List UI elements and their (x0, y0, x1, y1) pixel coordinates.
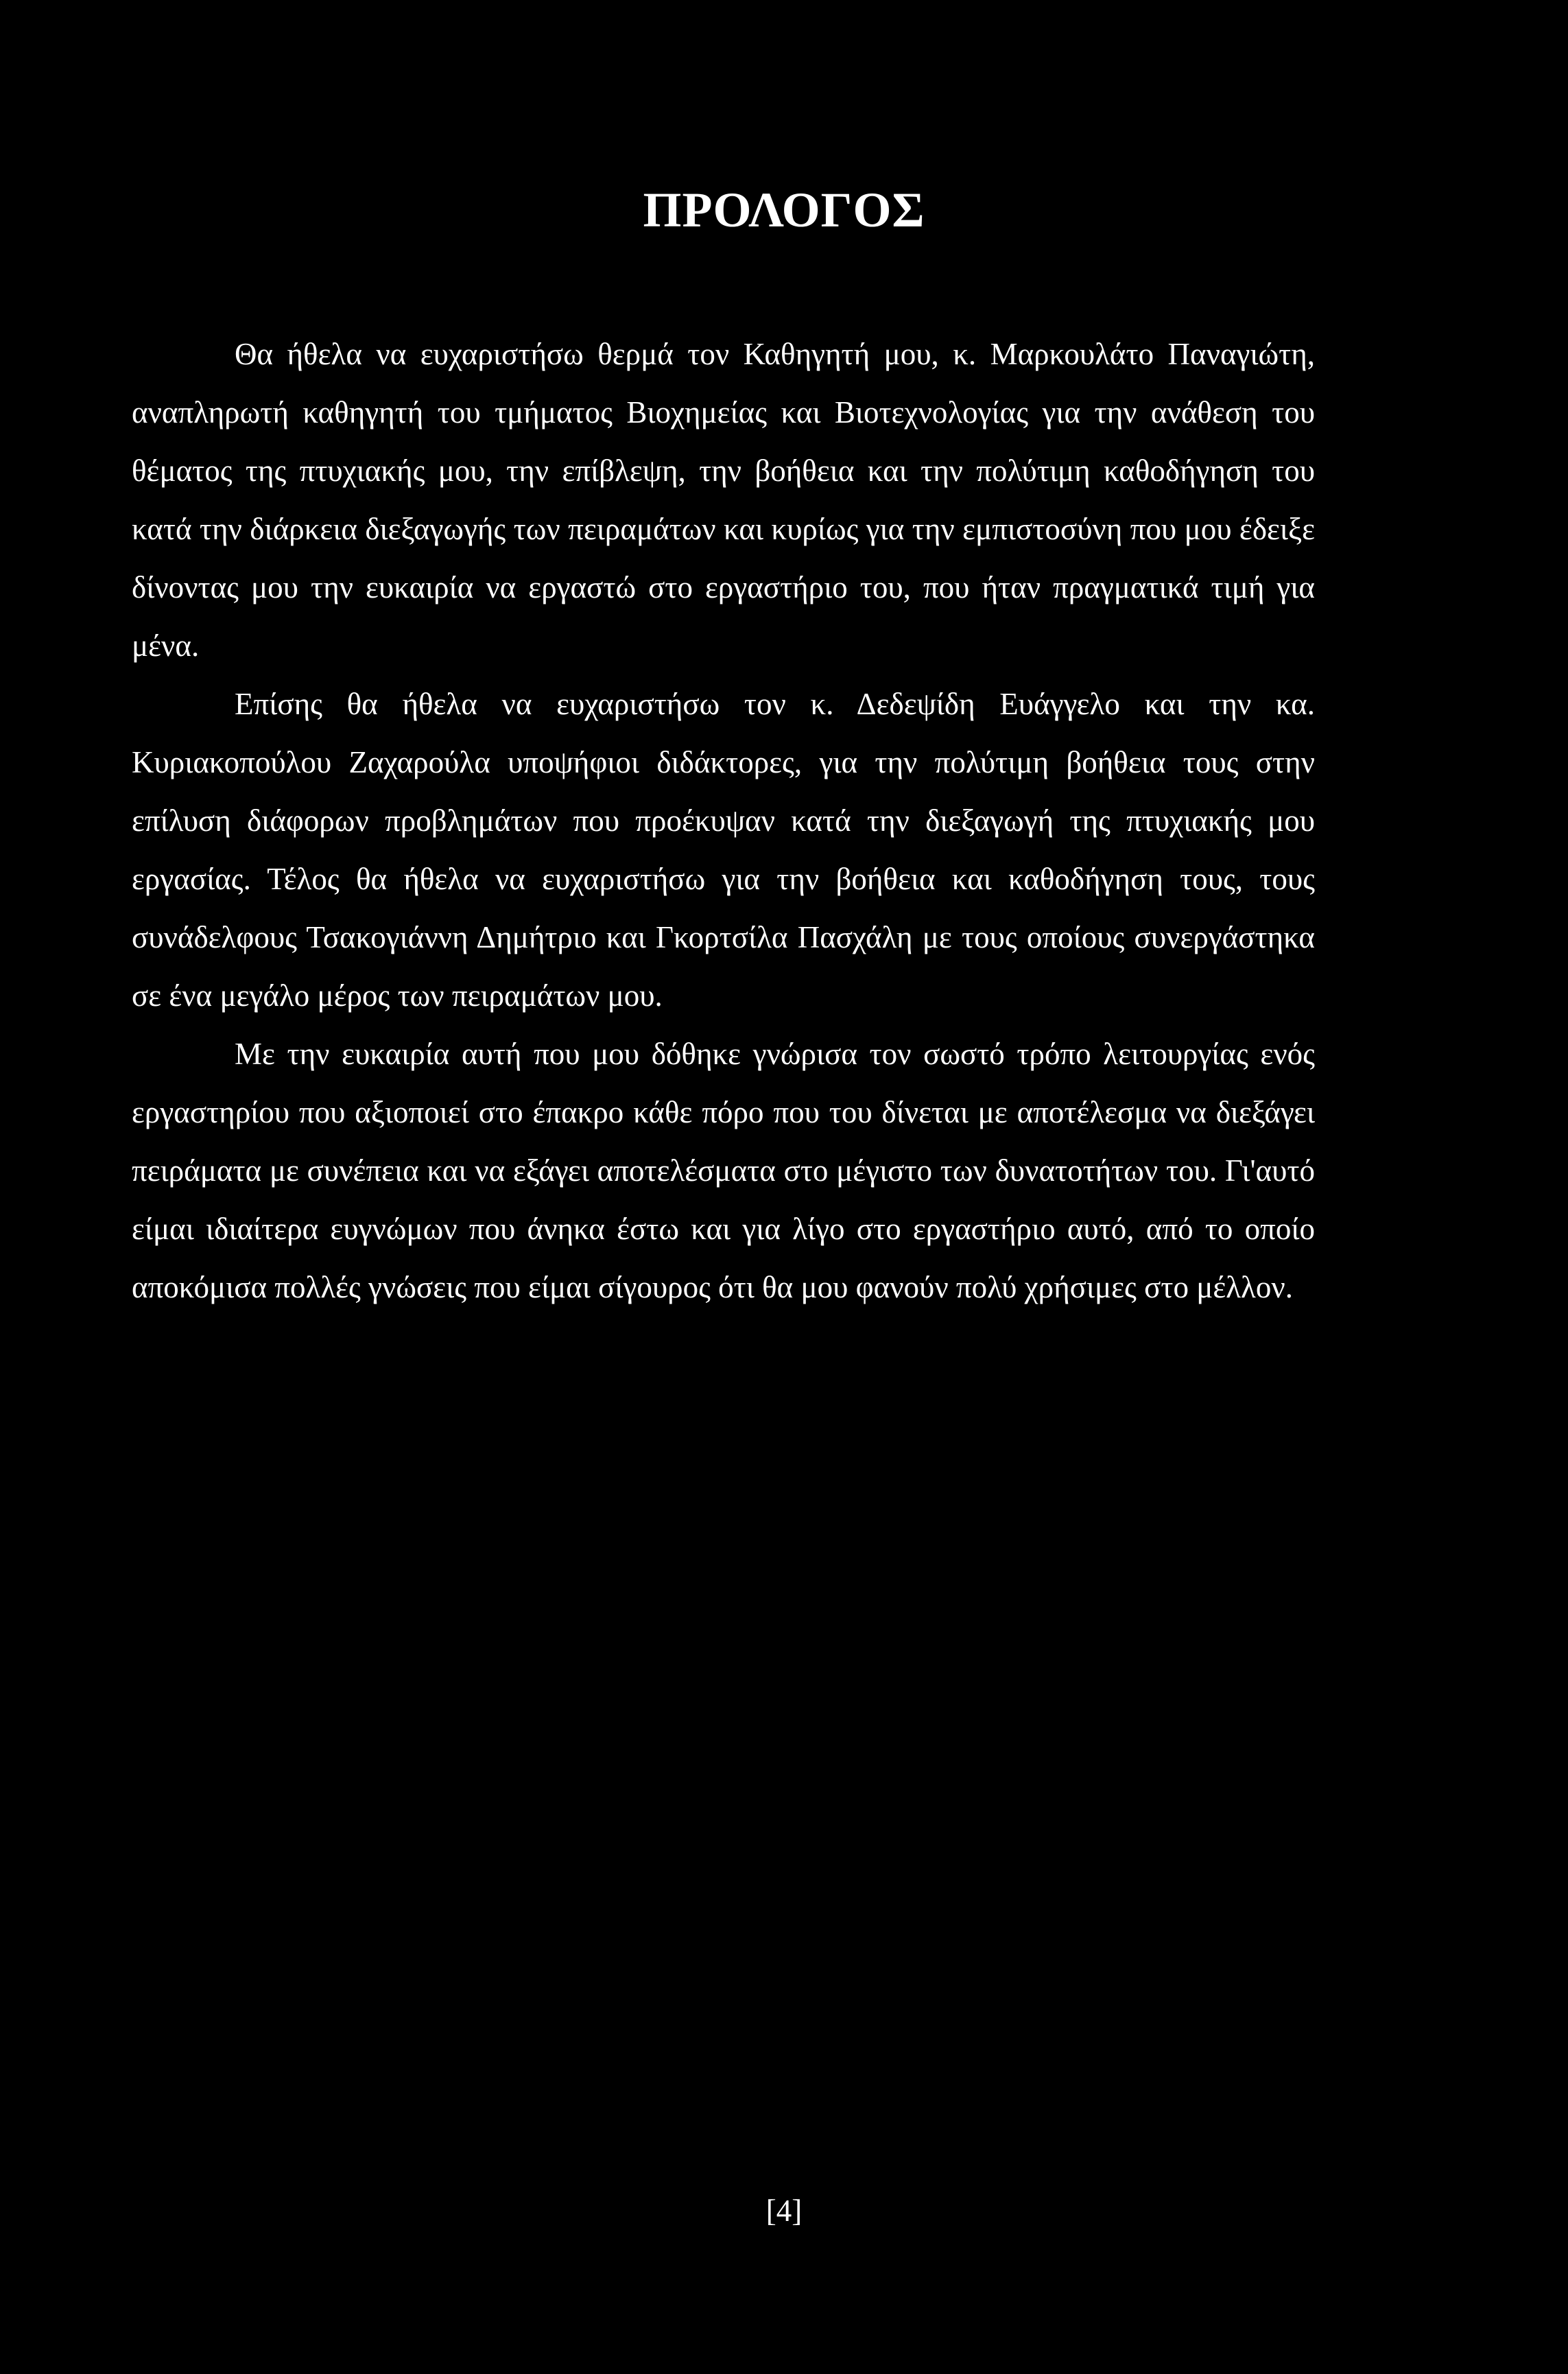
page-title: ΠΡΟΛΟΓΟΣ (643, 183, 925, 237)
paragraph-acknowledgement-colleagues: Επίσης θα ήθελα να ευχαριστήσω τον κ. Δεδεψίδη Ευάγγελο και την κα. Κυριακοπούλου Ζαχαρούλα υποψήφιοι διδάκτορες, για την πολύτιμη βοήθεια τους στην επίλυση διάφορων προβλημάτων που προέκυψαν κατά την διεξαγωγή της πτυχιακής μου εργασίας. Τέλος θα ήθελα να ευχαριστήσω για την βοήθεια και καθοδήγηση τους, τους συνάδελφους Τσακογιάννη Δημήτριο και Γκορτσίλα Πασχάλη με τους οποίους συνεργάστηκα σε ένα μεγάλο μέρος των πειραμάτων μου. (132, 687, 1315, 1013)
page-number: [4] (765, 2194, 803, 2228)
body-text (132, 325, 1315, 1317)
paragraph-acknowledgement-supervisor: Θα ήθελα να ευχαριστήσω θερμά τον Καθηγητή μου, κ. Μαρκουλάτο Παναγιώτη, αναπληρωτή καθηγητή του τμήματος Βιοχημείας και Βιοτεχνολογίας για την ανάθεση του θέματος της πτυχιακής μου, την επίβλεψη, την βοήθεια και την πολύτιμη καθοδήγηση του κατά την διάρκεια διεξαγωγής των πειραμάτων και κυρίως για την εμπιστοσύνη που μου έδειξε δίνοντας μου την ευκαιρία να εργαστώ στο εργαστήριο του, που ήταν πραγματικά τιμή για μένα. (132, 337, 1315, 663)
paragraph-closing-remarks: Με την ευκαιρία αυτή που μου δόθηκε γνώρισα τον σωστό τρόπο λειτουργίας ενός εργαστηρίου που αξιοποιεί στο έπακρο κάθε πόρο που του δίνεται με αποτέλεσμα να διεξάγει πειράματα με συνέπεια και να εξάγει αποτελέσματα στο μέγιστο των δυνατοτήτων του. Γι'αυτό είμαι ιδιαίτερα ευγνώμων που άνηκα έστω και για λίγο στο εργαστήριο αυτό, από το οποίο αποκόμισα πολλές γνώσεις που είμαι σίγουρος ότι θα μου φανούν πολύ χρήσιμες στο μέλλον. (132, 1037, 1315, 1304)
